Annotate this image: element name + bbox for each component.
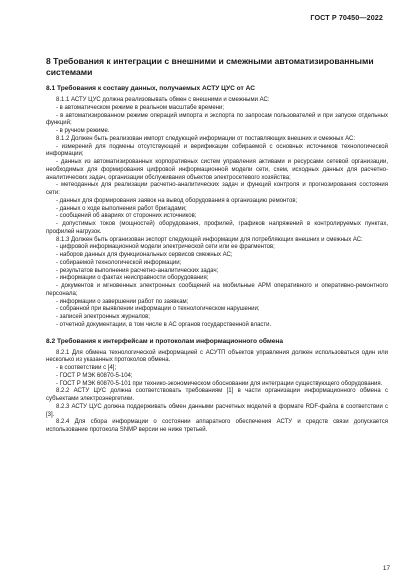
paragraph: - в автоматизированном режиме операций импорта и экспорта по запросам пользователей и при запуске отдельных функций; [46,112,388,127]
paragraph: - измерений для подмены отсутствующей и верификации собираемой с основных источников технологической информации; [46,143,388,158]
paragraph: - наборов данных для функциональных сервисов смежных АС; [56,252,233,258]
paragraph: - данных из автоматизированных корпоративных систем управления активами и ресурсами сетевой организации, необходимых для формирования цифровой информационной модели сети, схем, исходных данных для расчетно-аналитических задач, организации обслуживания объектов электросетевого хозяйства; [46,159,388,181]
subsection-8-2-body [46,350,388,435]
subsection-title-8-2: 8.2 Требования к интерфейсам и протоколам информационного обмена [46,337,284,345]
paragraph: - информации о завершении работ по заявкам; [56,298,189,305]
subsection-8-1-body [46,97,388,330]
paragraph: 8.2.2 АСТУ ЦУС должна соответствовать требованиям [1] в части организации информационного обмена с субъектами электроэнергетики. [46,388,388,402]
paragraph: - данных о ходе выполнения работ бригадами; [56,205,187,212]
page-number: 17 [382,565,390,572]
paragraph: - отчетной документации, в том числе в АС органов государственной власти. [56,321,272,328]
section-title: 8 Требования к интеграции с внешними и смежными автоматизированными системами [46,56,374,77]
paragraph: - записей электронных журналов; [56,314,150,320]
paragraph: 8.2.1 Для обмена технологической информацией с АСУТП объектов управления должен использоваться один или несколько из указанных протоколов обмена. [46,349,388,364]
paragraph: - ГОСТ Р МЭК 60870-5-101 при технико-экономическом обосновании для интеграции существующего оборудования. [56,380,383,387]
paragraph: 8.2.3 АСТУ ЦУС должна поддерживать обмен данными расчетных моделей в формате RDF-файла в соответствии с [3]. [46,403,388,418]
paragraph: - документов и мгновенных электронных сообщений на мобильные АРМ оперативного и оперативно-ремонтного персонала; [46,283,388,297]
paragraph: 8.2.4 Для сбора информации о состоянии аппаратного обеспечения АСТУ и средств связи допускается использование протокола SNMP версии не ниже третьей. [46,419,388,433]
paragraph: 8.1.3 Должен быть организован экспорт следующей информации для потребляющих внешних и смежных АС: [56,236,363,243]
paragraph: - метеоданных для реализации расчетно-аналитических задач и функций контроля и прогнозирования состояния сети: [46,182,388,196]
paragraph: 8.1.1 АСТУ ЦУС должна реализовывать обмен с внешними и смежными АС: [56,97,270,103]
paragraph: - в соответствии с [4]; [56,365,117,371]
paragraph: - в автоматическом режиме в реальном масштабе времени; [56,104,224,111]
standard-header: ГОСТ Р 70450—2022 [310,13,383,22]
paragraph: - собираемой технологической информации; [56,259,182,266]
paragraph: - результатов выполнения расчетно-аналитических задач; [56,267,219,274]
subsection-title-8-1: 8.1 Требования к составу данных, получаемых АСТУ ЦУС от АС [46,85,255,92]
paragraph: - информации о фактах неисправности оборудования; [56,275,209,282]
paragraph: - допустимых токов (мощностей) оборудования, профилей, графиков напряжений в контролируемых пунктах, профилей нагрузок. [46,221,388,235]
document-content [46,56,388,435]
paragraph: - цифровой информационной модели электрической сети или ее фрагментов; [56,244,275,251]
paragraph: 8.1.2 Должен быть реализован импорт следующей информации от поставляющих внешних и смежных АС: [56,135,356,142]
paragraph: - собранной при выявлении информации о технологическом нарушении; [56,306,260,313]
paragraph: - данных для формирования заявок на вывод оборудования в организацию ремонтов; [56,197,298,204]
paragraph: - в ручном режиме. [56,128,110,134]
paragraph: - ГОСТ Р МЭК 60870-5-104; [56,372,133,379]
paragraph: - сообщений об авариях от сторонних источников; [56,213,197,220]
